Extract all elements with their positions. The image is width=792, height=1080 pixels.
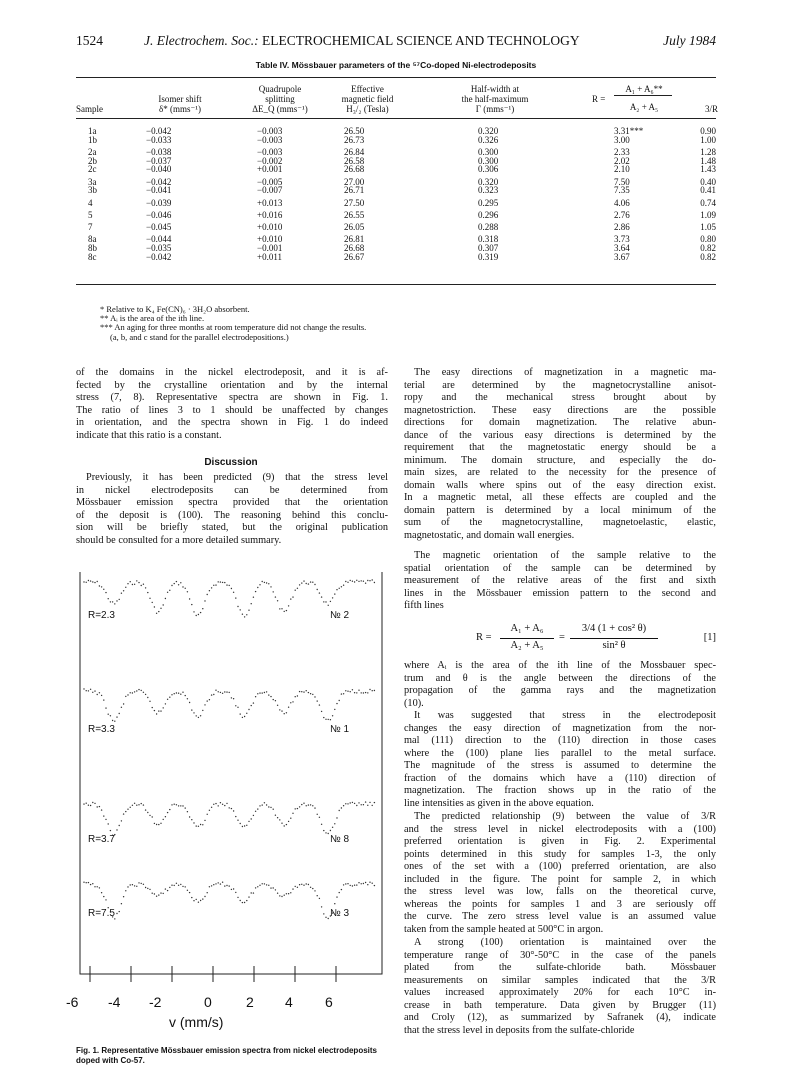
th-inverse-r: 3/R: [704, 104, 718, 114]
table-cell: 0.320: [478, 126, 499, 136]
table-cell: 4: [88, 197, 93, 208]
right-paragraph-2: [404, 550, 716, 613]
table-caption: Table IV. Mössbauer parameters of the ⁵⁷Co-doped Ni-electrodeposits: [255, 60, 537, 70]
table-cell: −0.035: [146, 243, 172, 254]
text-line: the curve. The zero stress level value is an assumed value: [404, 911, 716, 922]
x-tick-label: -6: [66, 994, 79, 1010]
text-line: directions for domain magnetization. The relative abun-: [404, 417, 716, 428]
text-line: values increased approximately 20% for each 10°C in-: [404, 987, 716, 998]
col-inverse-r: [690, 127, 716, 262]
table-cell: 1a: [88, 126, 97, 136]
table-cell: 26.55: [344, 209, 365, 220]
th-quadrupole: Quadrupole splitting ΔE_Q (mms⁻¹): [252, 84, 308, 114]
th-field: Effective magnetic field H₃/₂ (Tesla): [341, 84, 394, 114]
table-cell: 0.288: [478, 222, 499, 233]
text-line: Previously, it has been predicted (9) that the stress level: [86, 472, 388, 483]
text-line: measurement of the relative areas of the first and sixth: [404, 575, 716, 586]
table-cell: 7.50: [614, 176, 630, 187]
table-cell: 3.31***: [614, 126, 644, 136]
col-sample: [88, 127, 97, 262]
text-line: changes the easy direction of magnetization from the nor-: [404, 722, 716, 734]
right-paragraph-4: [404, 710, 716, 810]
table-cell: −0.003: [257, 134, 283, 145]
table-cell: 2.10: [614, 164, 630, 175]
table-cell: 26.68: [344, 243, 365, 254]
text-line: fifth lines: [404, 600, 444, 611]
table-cell: 0.40: [700, 176, 716, 187]
sample-label: № 2: [330, 610, 350, 621]
text-line: In a magnetic metal, all these effects are coupled and the: [404, 492, 716, 503]
page-number: 1524: [76, 33, 103, 48]
text-line: (10).: [404, 697, 424, 709]
text-line: line intensities as given in the above equation.: [404, 797, 594, 809]
col-halfwidth: [478, 127, 498, 262]
table-cell: 0.307: [478, 243, 499, 254]
figure-1: [66, 566, 392, 1030]
x-tick-label: 4: [285, 994, 293, 1010]
text-line: magnetostatic, and domain wall energies.: [404, 529, 575, 541]
table-cell: −0.038: [146, 146, 172, 157]
text-line: in nickel electrodeposits can be determined from: [76, 484, 388, 496]
right-paragraph-6: [404, 937, 716, 1037]
text-line: fraction of the domains which have a (110) direction of: [404, 772, 716, 784]
table-cell: +0.010: [257, 234, 283, 245]
table-cell: +0.013: [257, 197, 283, 208]
r-label: R=3.7: [88, 834, 115, 845]
text-line: domain pattern is determined by a local minimum of the: [404, 504, 716, 516]
text-line: included in the figure. The point for sample 2, in which: [404, 873, 716, 885]
table-cell: −0.007: [257, 185, 283, 196]
text-line: plated from the sulfate-chloride bath. Mössbauer: [404, 962, 716, 973]
col-quadrupole: [257, 127, 282, 262]
x-tick-label: 6: [325, 994, 333, 1010]
text-line: It was suggested that stress in the electrodeposit: [414, 710, 716, 721]
r-label: R=7.5: [88, 908, 115, 919]
equation-1: R = A₁ + A₆ A₂ + A₅ = 3/4 (1 + cos² θ) sin² θ [1]: [476, 623, 716, 651]
sample-label: № 1: [330, 724, 350, 735]
text-line: that the stress level in deposits from the sulfate-chloride: [404, 1024, 635, 1036]
text-line: crease in bath temperature. Data given by Brugger (11): [404, 999, 716, 1011]
table-cell: −0.003: [257, 146, 283, 157]
text-line: A strong (100) orientation is maintained over the: [414, 937, 716, 948]
table-cell: 1b: [88, 134, 97, 145]
table-cell: 0.320: [478, 176, 499, 187]
text-line: The magnetic orientation of the sample relative to the: [414, 550, 716, 561]
text-line: whereas the points for samples 1 and 3 are seriously off: [404, 898, 716, 910]
table-cell: 2b: [88, 155, 97, 166]
table-cell: −0.033: [146, 134, 172, 145]
table-cell: 0.82: [700, 251, 716, 262]
table-cell: −0.037: [146, 155, 172, 166]
table-cell: 26.73: [344, 134, 365, 145]
right-paragraph-1: [404, 367, 716, 542]
table-cell: 3.00: [614, 134, 630, 145]
table-cell: 0.41: [700, 185, 716, 196]
table-cell: 26.84: [344, 146, 365, 157]
table-cell: 0.300: [478, 155, 499, 166]
text-line: fected by the crystalline orientation and by the internal: [76, 379, 388, 391]
table-cell: −0.045: [146, 222, 172, 233]
table-cell: 0.80: [700, 234, 716, 245]
sample-label: № 3: [330, 908, 350, 919]
text-line: temperature range of 30°-50°C in the case of the panels: [404, 949, 716, 961]
table-cell: 26.71: [344, 185, 365, 196]
col-field: [344, 127, 364, 262]
table-cell: 1.00: [700, 134, 716, 145]
text-line: indicate that this ratio is a constant.: [76, 429, 222, 441]
table-cell: 26.67: [344, 251, 365, 262]
table-header-rule: [76, 118, 716, 119]
table-bottom-rule: [76, 284, 716, 285]
text-line: mal (111) direction to the (110) direction in those cases: [404, 735, 716, 746]
text-line: lines in the Mössbauer emission pattern to the second and: [404, 587, 716, 599]
table-cell: 0.319: [478, 251, 499, 262]
text-line: requirement that the magnetostatic energy should be a: [404, 442, 716, 453]
x-tick-label: -2: [149, 994, 162, 1010]
table-cell: 0.300: [478, 146, 499, 157]
section-heading: Discussion: [204, 457, 258, 468]
table-cell: −0.039: [146, 197, 172, 208]
th-sample: Sample: [76, 104, 103, 114]
col-ratio: [614, 127, 643, 262]
r-label: R=3.3: [88, 724, 115, 735]
text-line: trum and θ is the angle between the directions of the: [404, 672, 716, 684]
text-line: Mössbauer emission spectra provided that the orientation: [76, 497, 388, 508]
text-line: where the (100) plane lies parallel to the metal surface.: [404, 747, 716, 759]
table-cell: −0.042: [146, 251, 172, 262]
table-cell: 0.74: [700, 197, 716, 208]
text-line: main sizes, are related to the necessity for the presence of: [404, 467, 716, 478]
table-cell: +0.001: [257, 164, 283, 175]
text-line: sion will be briefly stated, but the original publication: [76, 522, 388, 533]
table-cell: 3b: [88, 185, 97, 196]
text-line: of the deposit is (100). The reasoning behind this conclu-: [76, 509, 388, 521]
r-label: R=2.3: [88, 610, 115, 621]
text-line: stress (7, 8). Representative spectra are shown in Fig. 1.: [76, 392, 388, 403]
text-line: spatial orientation of the sample can be determined by: [404, 562, 716, 574]
table-cell: 8c: [88, 251, 97, 262]
text-line: taken from the sample heated at 500°C in argon.: [404, 923, 604, 935]
text-line: of the domains in the nickel electrodeposit, and it is af-: [76, 367, 388, 378]
spectrum-trace: [83, 801, 375, 836]
table-cell: 26.81: [344, 234, 365, 245]
table-cell: 26.05: [344, 222, 365, 233]
table-cell: 8a: [88, 234, 97, 245]
text-line: The magnitude of the stress is assumed to determine the: [404, 760, 716, 771]
text-line: and the stress level in nickel electrodeposits with a (100): [404, 823, 716, 835]
table-cell: 0.318: [478, 234, 499, 245]
table-cell: 7: [88, 222, 93, 233]
table-cell: 0.323: [478, 185, 499, 196]
table-cell: 3a: [88, 176, 97, 187]
text-line: magnetization. The fraction shows up in the ratio of the: [404, 785, 716, 796]
text-line: the stress level was low, falls on the theoretical curve,: [404, 886, 716, 897]
text-line: magnetostriction. These easy directions are the possible: [404, 404, 716, 416]
table-cell: 2c: [88, 164, 97, 175]
table-cell: −0.041: [146, 185, 172, 196]
spectrum-trace: [83, 688, 375, 722]
text-line: measurements on similar samples indicated that the 3/R: [404, 974, 716, 986]
text-line: sum of the magnetocrystalline, magnetoelastic, elastic,: [404, 517, 716, 528]
left-intro-paragraph: [76, 367, 388, 442]
table-cell: 2a: [88, 146, 97, 157]
table-cell: 0.295: [478, 197, 499, 208]
text-line: propagation of the gamma rays and the magnetization: [404, 685, 716, 696]
table-cell: 8b: [88, 243, 97, 254]
table-cell: +0.011: [257, 251, 282, 262]
x-tick-label: -4: [108, 994, 121, 1010]
table-footnotes: * Relative to K₄ Fe(CN)₆ · 3H₂O absorbent. ** Aᵢ is the area of the ith line. *** An aging for three months at room temperature did not change the results. (a, b, and c stand for the parallel electrodepositions.): [100, 304, 367, 342]
table-cell: 1.48: [700, 155, 716, 166]
table-cell: 0.82: [700, 243, 716, 254]
text-line: The easy directions of magnetization in a magnetic ma-: [414, 367, 716, 378]
table-cell: −0.046: [146, 209, 172, 220]
table-cell: 26.68: [344, 164, 365, 175]
table-cell: −0.042: [146, 126, 172, 136]
spectra-plot: [76, 566, 392, 986]
x-tick-label: 2: [246, 994, 254, 1010]
text-line: and Croly (12), as summarized by Safranek (4), indicate: [404, 1012, 716, 1023]
running-header: [76, 33, 716, 53]
x-axis-label: v (mm/s): [169, 1014, 224, 1030]
table-cell: 2.76: [614, 209, 630, 220]
table-top-rule: [76, 77, 716, 78]
table-cell: −0.001: [257, 243, 283, 254]
text-line: ropy and the mechanical stress brought about by: [404, 392, 716, 403]
table-cell: −0.040: [146, 164, 172, 175]
text-line: dance of the various easy directions is determined by the: [404, 429, 716, 441]
table-cell: 3.67: [614, 251, 630, 262]
table-cell: 7.35: [614, 185, 630, 196]
table-cell: 2.86: [614, 222, 630, 233]
text-line: should be consulted for a more detailed summary.: [76, 534, 282, 546]
table-cell: 26.58: [344, 155, 365, 166]
table-cell: 0.326: [478, 134, 499, 145]
text-line: preferred orientation is given in Fig. 2. Experimental: [404, 836, 716, 847]
right-paragraph-5: [404, 811, 716, 936]
table-cell: 4.06: [614, 197, 630, 208]
left-discussion-paragraph: [76, 472, 388, 547]
figure-caption: Fig. 1. Representative Mössbauer emission spectra from nickel electrodeposits doped with Co-57.: [76, 1046, 377, 1065]
text-line: domain walls where spins out of the easy direction exist.: [404, 479, 716, 491]
table-cell: −0.002: [257, 155, 283, 166]
table-cell: 27.00: [344, 176, 365, 187]
table-cell: 1.43: [700, 164, 716, 175]
table-cell: −0.042: [146, 176, 172, 187]
text-line: The predicted relationship (9) between the value of 3/R: [414, 811, 716, 822]
text-line: in orientation, and the spectra shown in Fig. 1 do indeed: [76, 417, 388, 428]
table-cell: 1.05: [700, 222, 716, 233]
table-cell: 0.296: [478, 209, 499, 220]
table-cell: +0.010: [257, 222, 283, 233]
table-cell: 26.50: [344, 126, 365, 136]
table-cell: 0.306: [478, 164, 499, 175]
table-cell: 3.64: [614, 243, 630, 254]
table-cell: −0.003: [257, 126, 283, 136]
table-cell: 5: [88, 209, 93, 220]
col-isomer-shift: [146, 127, 171, 262]
sample-label: № 8: [330, 834, 350, 845]
text-line: terial are determined by the magnetocrystalline anisot-: [404, 379, 716, 391]
journal-title: J. Electrochem. Soc.: ELECTROCHEMICAL SCIENCE AND TECHNOLOGY: [144, 33, 580, 48]
table-cell: −0.005: [257, 176, 283, 187]
issue-date: July 1984: [663, 33, 716, 48]
table-cell: 0.90: [700, 126, 716, 136]
text-line: The ratio of lines 3 to 1 should be unaffected by changes: [76, 404, 388, 416]
table-cell: −0.044: [146, 234, 172, 245]
table-cell: 27.50: [344, 197, 365, 208]
right-paragraph-3: [404, 660, 716, 710]
x-tick-label: 0: [204, 994, 212, 1010]
text-line: ones of the set with a (100) preferred orientation, are also: [404, 861, 716, 872]
table-cell: 1.09: [700, 209, 716, 220]
table-cell: 2.02: [614, 155, 630, 166]
text-line: where Aᵢ is the area of the ith line of the Mossbauer spec-: [404, 660, 716, 671]
table-cell: 2.33: [614, 146, 630, 157]
th-isomer: Isomer shift δ* (mms⁻¹): [158, 94, 202, 114]
th-halfwidth: Half-width at the half-maximum Γ (mms⁻¹): [461, 84, 529, 114]
table-cell: 1.28: [700, 146, 716, 157]
table-cell: 3.73: [614, 234, 630, 245]
table-cell: +0.016: [257, 209, 283, 220]
text-line: minimum. The domain structure, and especially the do-: [404, 454, 716, 466]
text-line: points determined in this study for samples 1-3, the only: [404, 848, 716, 860]
